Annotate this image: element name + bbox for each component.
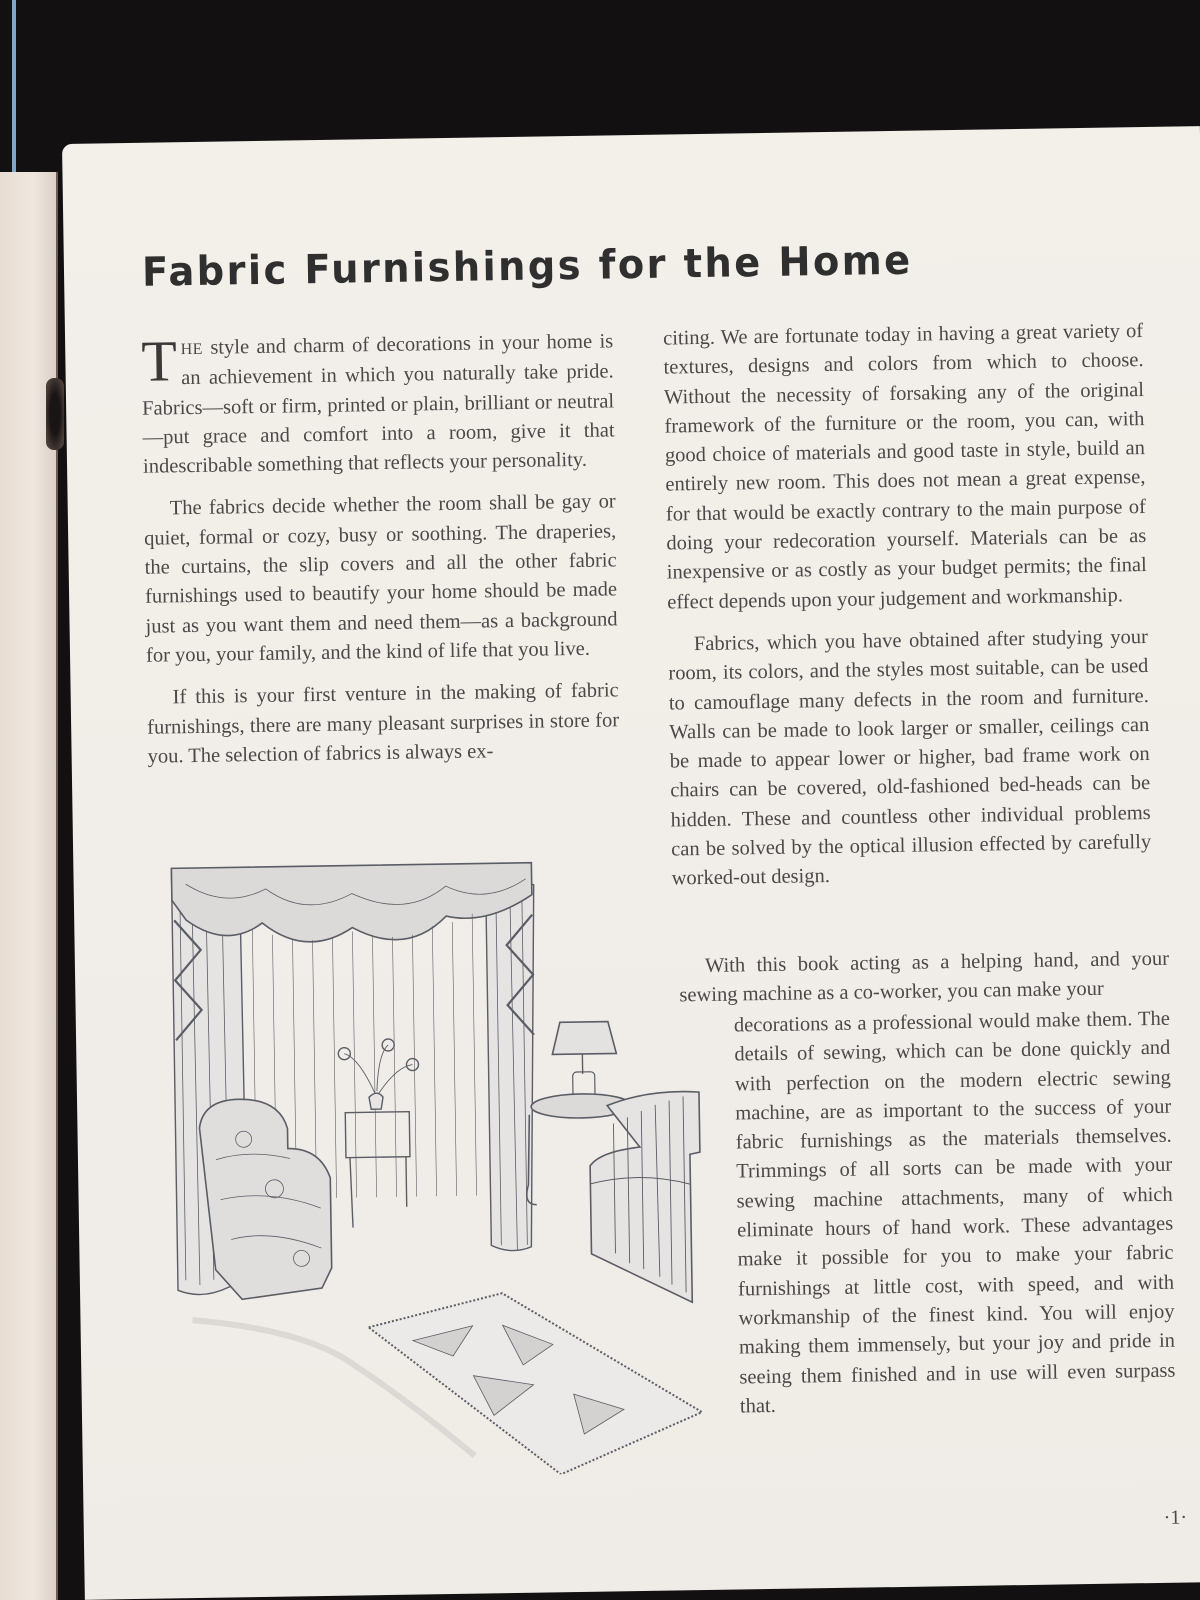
paragraph-text: style and charm of decorations in your home is an achievement in which you naturally take pride. Fabrics—soft or firm, printed or plain, brilliant or neutral—put grace and comfort into a room, give it that indescribable something that reflects your personality.	[141, 330, 615, 478]
swag-valance-icon	[171, 863, 532, 944]
right-column	[663, 317, 1152, 907]
binding-clip	[46, 378, 64, 450]
left-column	[141, 327, 620, 785]
paragraph-continued: citing. We are fortunate today in having a great variety of textures, designs and colors from which to choose. Without the necessity of forsaking any of the original framework of the furniture or the room, you can, with good choice of materials and good taste in style, build an entirely new room. This does not mean a great expense, for that would be exactly contrary to the main purpose of doing your redecoration yourself. Materials can be as inexpensive or as costly as your budget permits; the final effect depends upon your judgement and workmanship.	[662, 320, 1147, 614]
drop-cap: T	[140, 328, 178, 394]
side-table-vase-icon	[338, 1039, 421, 1228]
right-column-wrapped	[734, 1005, 1177, 1435]
paragraph-intro	[141, 327, 615, 482]
small-caps-lead: HE	[180, 340, 204, 359]
paragraph-first-venture: If this is your first venture in the making of fabric furnishings, there are many pleasant surprises in store for you. The selection of fabrics is always ex-	[146, 679, 620, 768]
blue-book-edge	[12, 0, 16, 175]
living-room-illustration	[165, 852, 735, 1481]
page-title: Fabric Furnishings for the Home	[141, 237, 913, 296]
paragraph-helping-hand-wrapped: decorations as a professional would make them. The details of sewing, which can be done quickly and with perfection on the modern electric sewing machine, are as important to the success of your fabric furnishings as the materials themselves. Trimmings of all sorts can be made with your sewing machine attachments, many of which eliminate hours of hand work. These advantages make it possible for you to make your fabric furnishings at little cost, with speed, and with workmanship of the finest kind. You will enjoy making them immensely, but your joy and pride in seeing them finished and in use will even surpass that.	[733, 1007, 1176, 1418]
paragraph-helping-hand-start: With this book acting as a helping hand, and your sewing machine as a co-worker, you can make your	[679, 947, 1170, 1007]
page-number: ·1·	[1163, 1506, 1188, 1529]
fringed-rug-icon	[368, 1290, 703, 1477]
striped-sofa-icon	[589, 1091, 702, 1304]
paragraph-camouflage: Fabrics, which you have obtained after studying your room, its colors, and the styles most suitable, can be used to camouflage many defects in the room and furniture. Walls can be made to look larger or smaller, ceilings can be made to appear lower or higher, bad frame work on chairs can be covered, old-fashioned bed-heads can be hidden. These and countless other individual problems can be solved by the optical illusion effected by carefully worked-out design.	[668, 625, 1152, 890]
book-page	[62, 126, 1200, 1600]
right-drape-icon	[486, 875, 540, 1251]
floral-armchair-icon	[199, 1098, 332, 1300]
table-lamp-icon	[552, 1021, 617, 1098]
paragraph-fabrics-decide: The fabrics decide whether the room shall be gay or quiet, formal or cozy, busy or soothing. The draperies, the curtains, the slip covers and all the other fabric furnishings used to beautify your home should be made just as you want them and need them—as a background for you, your family, and the kind of life that you live.	[144, 490, 618, 667]
